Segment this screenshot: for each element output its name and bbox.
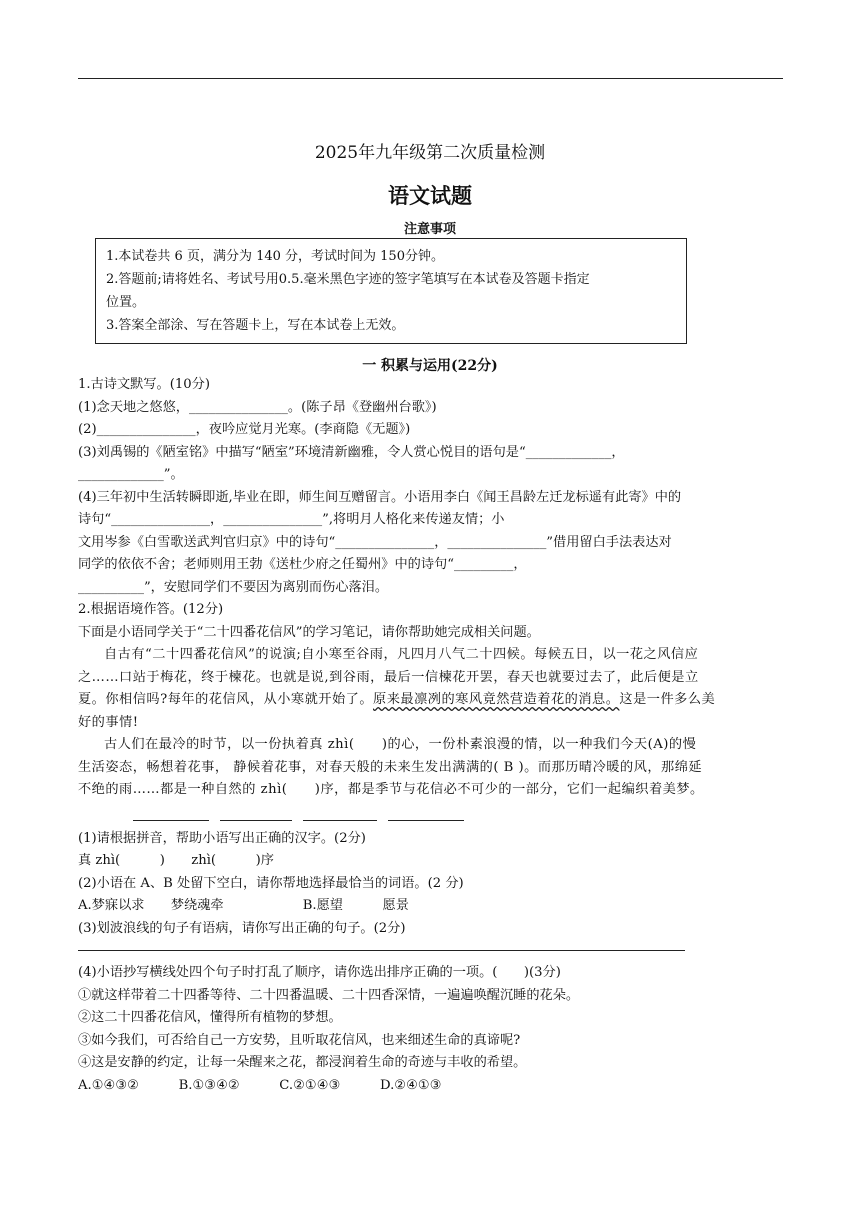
q2-para1-line-3-before: 夏。你相信吗?每年的花信风，从小寒就开始了。 — [78, 692, 374, 707]
q1-line-3: (3)刘禹锡的《陋室铭》中描写“陋室”环境清新幽雅，令人赏心悦目的语句是“_____________， — [78, 444, 625, 460]
q1-line-5: (4)三年初中生活转瞬即逝,毕业在即，师生间互赠留言。小语用李白《闻王昌龄左迁龙标遥有此寄》中的 — [78, 489, 682, 505]
q2-sub2-options: A.梦寐以求 梦绕魂牵 B.愿望 愿景 — [78, 898, 409, 913]
answer-rule — [78, 950, 685, 951]
q1-line-9: __________”，安慰同学们不要因为离别而伤心落泪。 — [78, 579, 389, 595]
q2-sub4-item-3: ③如今我们，可否给自己一方安势，且听取花信风，也来细述生命的真谛呢? — [78, 1032, 521, 1048]
section-heading: 一 积累与运用(22分) — [362, 358, 498, 374]
notice-item-2-cont: 位置。 — [106, 295, 146, 310]
q2-para1-line-1: 自古有“二十四番花信风”的说演;自小寒至谷雨，凡四月八气二十四候。每候五日，以一花之风信应 — [104, 647, 699, 662]
q2-para1-line-4: 好的事情! — [78, 714, 139, 730]
q2-title: 2.根据语境作答。(12分) — [78, 602, 224, 617]
wavy-underlined-sentence: 原来最凛冽的寒风竟然营造着花的消息。 — [373, 692, 620, 707]
notice-heading: 注意事项 — [403, 222, 456, 237]
q1-line-1: (1)念天地之悠悠，_______________。(陈子昂《登幽州台歌》) — [78, 399, 437, 415]
q2-para1-line-3-after: 这是一件多么美 — [619, 692, 716, 707]
q2-sub3-title: (3)划波浪线的句子有语病，请你写出正确的句子。(2分) — [78, 920, 406, 936]
q2-sub2-title: (2)小语在 A、B 处留下空白，请你帮地选择最恰当的词语。(2 分) — [78, 875, 464, 891]
q2-sub4-item-4: ④这是安静的约定，让每一朵醒来之花，都浸润着生命的奇迹与丰收的希望。 — [78, 1055, 527, 1070]
q2-para1-line-3 — [78, 689, 783, 712]
notice-item-3: 3.答案全部涂、写在答题卡上，写在本试卷上无效。 — [106, 318, 405, 333]
q2-para2-line-1: 古人们在最冷的时节，以一份执着真 zhì( )的心，一份朴素浪漫的情，以一种我们今天(A)的慢 — [104, 737, 697, 752]
subject-title: 语文试题 — [388, 183, 472, 208]
notice-item-2: 2.答题前;请将姓名、考试号用0.5.毫米黑色字迹的签字笔填写在本试卷及答题卡指定 — [106, 272, 590, 287]
top-rule — [78, 78, 783, 79]
notice-box — [95, 238, 687, 344]
q2-sub4-item-1: ①就这样带着二十四番等待、二十四番温暖、二十四香深情，一遍遍唤醒沉睡的花朵。 — [78, 987, 580, 1003]
exam-title: 2025年九年级第二次质量检测 — [314, 143, 546, 163]
sentence-blank-4[interactable] — [388, 820, 464, 821]
q2-sub3-answer-line[interactable] — [78, 940, 783, 962]
sentence-blank-1[interactable] — [133, 820, 209, 821]
notice-item-1: 1.本试卷共 6 页，满分为 140 分，考试时间为 150分钟。 — [106, 249, 444, 264]
q2-para2-line-3: 不绝的雨……都是一种自然的 zhì( )序，都是季节与花信必不可少的一部分，它们一起编织着美梦。 — [78, 782, 704, 797]
q2-sub4-title: (4)小语抄写横线处四个句子时打乱了顺序，请你选出排序正确的一项。( )(3分) — [78, 965, 561, 980]
q1-line-6: 诗句“_______________，_______________”,将明月人格化来传递友情；小 — [78, 512, 505, 527]
q2-para1-line-2: 之……口站于梅花，终于楝花。也就是说,到谷雨，最后一信楝花开罢，春天也就要过去了，此后便是立 — [78, 669, 699, 685]
q2-sub4-item-2: ②这二十四番花信风，懂得所有植物的梦想。 — [78, 1010, 342, 1025]
q1-title: 1.古诗文默写。(10分) — [78, 377, 210, 392]
q2-sub1-title: (1)请根据拼音，帮助小语写出正确的汉字。(2分) — [78, 830, 366, 846]
q2-sub1-line: 真 zhì( ) zhì( )序 — [78, 853, 274, 868]
sentence-blank-2[interactable] — [220, 820, 292, 821]
q1-line-8: 同学的依依不舍；老师则用王勃《送杜少府之任蜀州》中的诗句“_________， — [78, 557, 527, 572]
q2-intro: 下面是小语同学关于“二十四番花信风”的学习笔记，请你帮助她完成相关问题。 — [78, 624, 540, 640]
q1-line-4: _____________”。 — [78, 467, 184, 482]
q1-line-7: 文用岑参《白雪歌送武判官归京》中的诗句“_______________，_______________”借用留白手法表达对 — [78, 534, 672, 550]
q1-line-2: (2)_______________，夜吟应觉月光寒。(李商隐《无题》) — [78, 422, 411, 437]
q2-sub4-choices: A.①④③② B.①③④② C.②①④③ D.②④①③ — [78, 1077, 442, 1093]
q2-para2-line-2: 生活姿态，畅想着花事， 静候着花事，对春天般的未来生发出满满的( B )。而那历晴冷暖的风，那绵延 — [78, 759, 703, 775]
question-content — [78, 374, 783, 1097]
sentence-blanks — [78, 802, 783, 828]
sentence-blank-3[interactable] — [303, 820, 377, 821]
